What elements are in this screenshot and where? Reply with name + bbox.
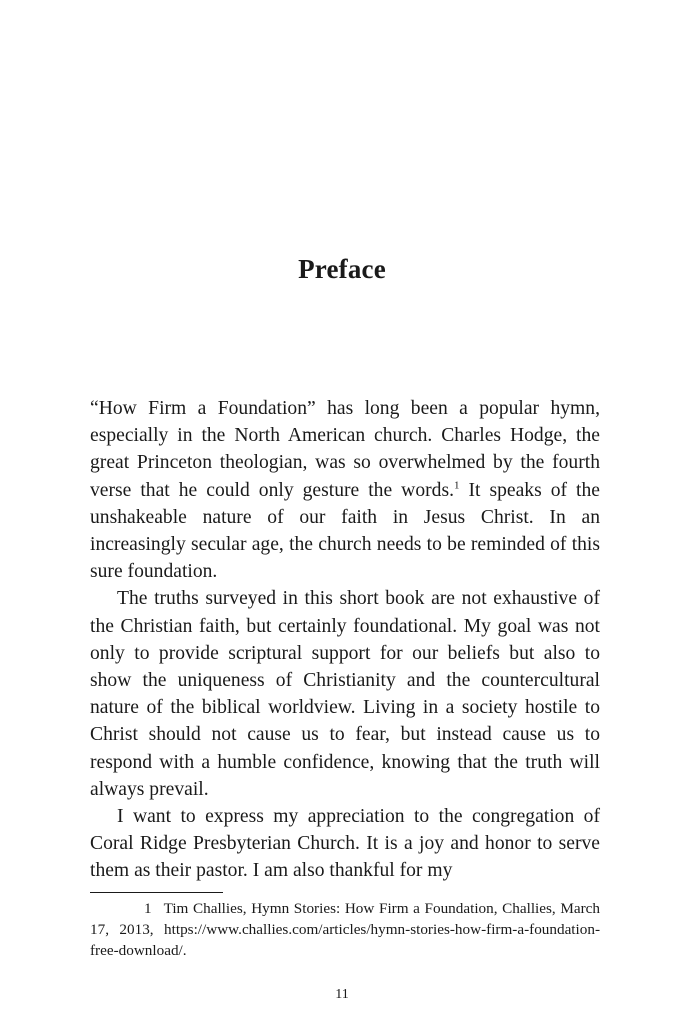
paragraph-1 <box>90 395 600 585</box>
footnote-divider <box>90 892 223 893</box>
footnote-text: Tim Challies, Hymn Stories: How Firm a Foundation, Challies, March 17, 2013, https://www.challies.com/articles/hymn-stories-how-firm-​a-foundation-free-download/. <box>90 900 600 959</box>
page-number: 11 <box>335 987 349 1002</box>
preface-body <box>90 395 600 885</box>
page-title: Preface <box>298 254 386 284</box>
paragraph-2: The truths surveyed in this short book are not exhaustive of the Christian faith, but certainly foundational. My goal was not only to provide scriptural support for our beliefs but also to show the uniqueness of Christianity and the countercultural nature of the biblical worldview. Living in a society hostile to Christ should not cause us to fear, but instead cause us to respond with a humble confidence, knowing that the truth will always prevail. <box>90 588 600 800</box>
footnote <box>90 898 600 961</box>
footnote-number: 1 <box>144 900 152 917</box>
paragraph-1-text-b: It speaks of the unshakeable nature of our faith in Jesus Christ. In an increasingly secular age, the church needs to be reminded of this sure foundation. <box>90 479 600 583</box>
footnote-reference: 1 <box>453 479 460 492</box>
paragraph-1-text-a: “How Firm a Foundation” has long been a popular hymn, especially in the North American church. Charles Hodge, the great Princeton theologian, was so overwhelmed by the fourth verse that he could only gesture the words. <box>90 398 600 501</box>
paragraph-3: I want to express my appreciation to the congregation of Coral Ridge Presbyterian Church. It is a joy and honor to serve them as their pastor. I am also thankful for my <box>90 806 600 882</box>
